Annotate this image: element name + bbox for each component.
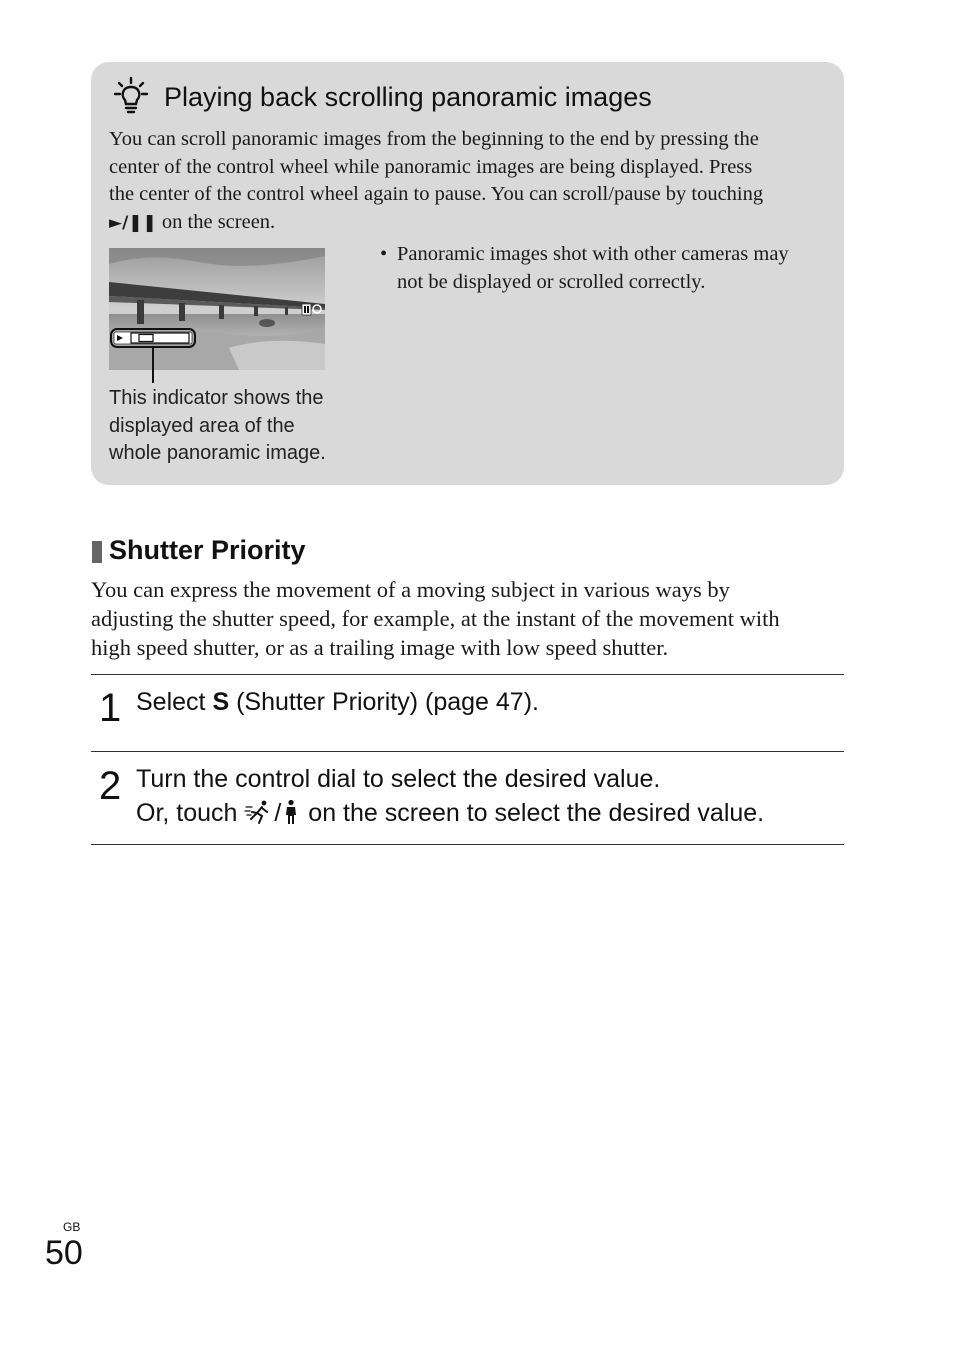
tip-body <box>109 126 829 237</box>
section-body-line: high speed shutter, or as a trailing image with low speed shutter. <box>91 635 669 660</box>
page-number: 50 <box>45 1234 83 1272</box>
tip-title: Playing back scrolling panoramic images <box>164 82 652 112</box>
tip-body-line <box>109 209 829 238</box>
step-text <box>136 685 539 719</box>
indicator-caption <box>109 385 369 468</box>
section-title: Shutter Priority <box>109 535 306 565</box>
step-line <box>136 796 764 830</box>
step-divider <box>91 674 844 675</box>
bullet-mark: • <box>380 243 388 265</box>
caption-line: displayed area of the <box>109 414 295 437</box>
region-code: GB <box>63 1220 81 1234</box>
scroll-position-indicator <box>111 329 195 347</box>
play-pause-icon: ►/❚❚ <box>109 212 157 233</box>
icon-separator: / <box>274 799 282 827</box>
tip-body-line: center of the control wheel while panoramic images are being displayed. Press <box>109 155 753 178</box>
bullet-text <box>397 241 789 296</box>
lightbulb-hint-icon <box>113 76 149 116</box>
step-line: Turn the control dial to select the desired value. <box>136 765 661 793</box>
bullet-line: Panoramic images shot with other cameras may <box>397 243 789 265</box>
tip-body-line-end: on the screen. <box>156 210 276 233</box>
section-marker <box>92 541 102 563</box>
section-body-line: adjusting the shutter speed, for example, at the instant of the movement with <box>91 606 780 631</box>
section-body-line: You can express the movement of a moving subject in various ways by <box>91 577 730 602</box>
caption-line: whole panoramic image. <box>109 442 326 464</box>
panorama-photo <box>109 248 325 370</box>
standing-person-slow-icon <box>281 799 301 825</box>
shutter-priority-mode-letter: S <box>212 688 230 716</box>
caption-leader-line <box>152 348 154 383</box>
bullet-line: not be displayed or scrolled correctly. <box>397 270 706 293</box>
step-text-post: on the screen to select the desired value. <box>301 799 765 827</box>
running-person-fast-icon <box>244 799 274 825</box>
step-number: 2 <box>99 764 122 808</box>
step-text-pre: Select <box>136 688 213 716</box>
section-body <box>91 575 841 662</box>
step-line <box>136 685 539 719</box>
step-text-post: (Shutter Priority) (page 47). <box>229 688 539 716</box>
step-text <box>136 762 764 830</box>
step-divider <box>91 751 844 752</box>
tip-body-line: the center of the control wheel again to pause. You can scroll/pause by touching <box>109 183 764 205</box>
caption-line: This indicator shows the <box>109 387 324 409</box>
step-divider <box>91 844 844 845</box>
tip-body-line: You can scroll panoramic images from the beginning to the end by pressing the <box>109 128 759 150</box>
step-number: 1 <box>99 686 122 730</box>
step-text-pre: Or, touch <box>136 799 245 827</box>
